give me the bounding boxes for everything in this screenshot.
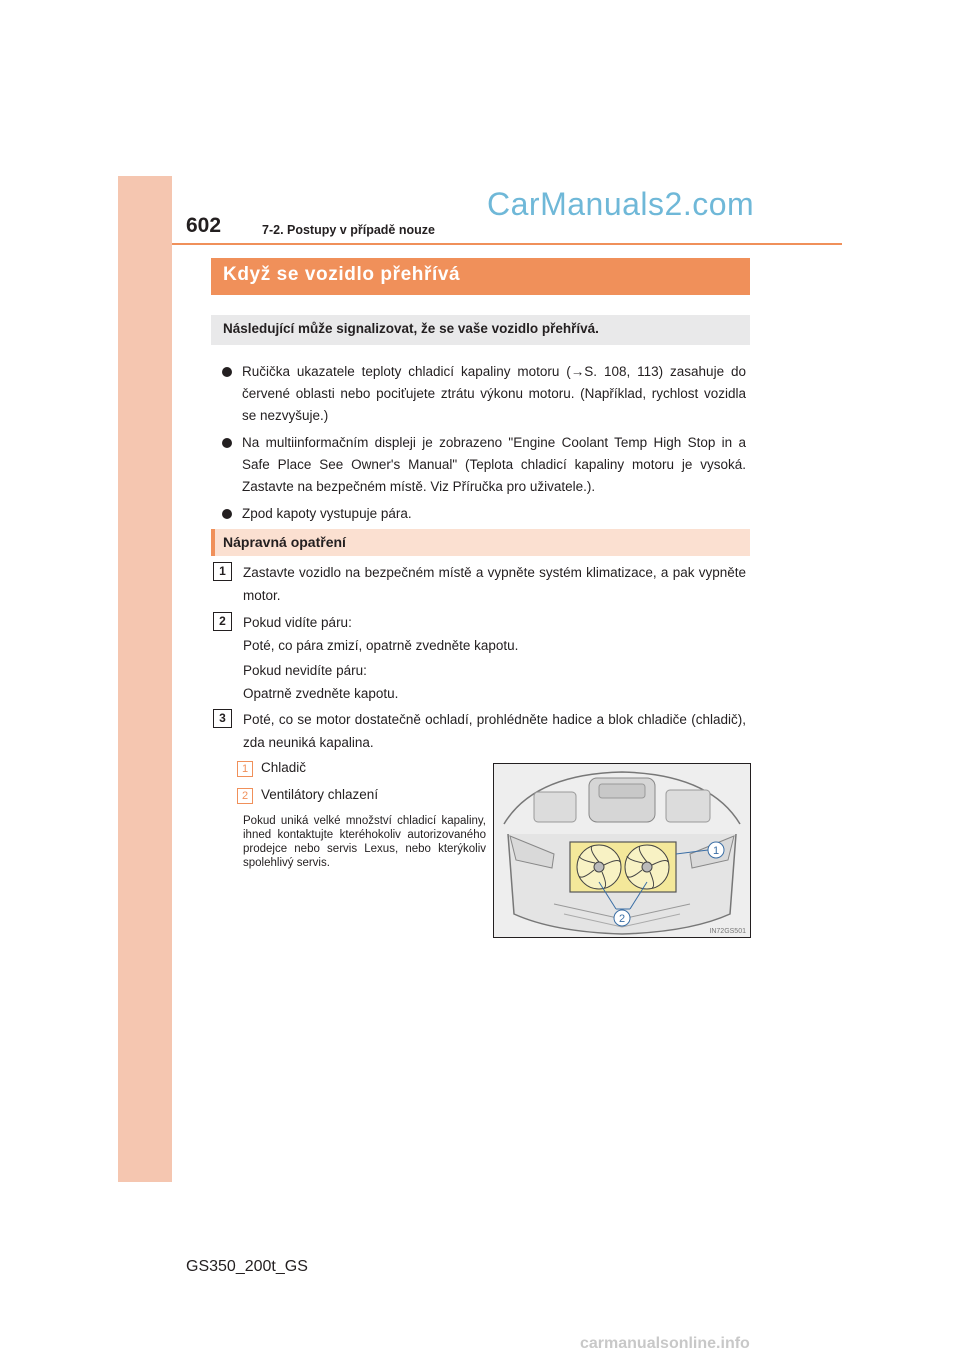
warning-note: Pokud uniká velké množství chladicí kapaliny, ihned kontaktujte kteréhokoliv autorizovaného prodejce nebo servis Lexus, nebo kterýkoliv spolehlivý servis. <box>243 815 486 869</box>
bullet-text: Zpod kapoty vystupuje pára. <box>242 506 412 521</box>
watermark-bottom: carmanualsonline.info <box>580 1335 750 1352</box>
subheading: Nápravná opatření <box>223 534 346 550</box>
step-2-line-1: Pokud vidíte páru: <box>243 615 352 630</box>
engine-bay-figure <box>493 763 751 938</box>
step-1-text: Zastavte vozidlo na bezpečném místě a vypněte systém klimatizace, a pak vypněte motor. <box>243 565 746 603</box>
legend-number-1: 1 <box>237 761 253 777</box>
chapter-sidebar <box>118 176 172 1182</box>
page-title: Když se vozidlo přehřívá <box>223 264 461 285</box>
subheading-bar <box>211 529 750 556</box>
bullet-text: Ručička ukazatele teploty chladicí kapaliny motoru (→S. 108, 113) zasahuje do červené oblasti nebo pociťujete ztrátu výkonu motoru. (Například, rychlost vozidla se nezvyšuje.) <box>242 364 746 423</box>
legend-number-2: 2 <box>237 788 253 804</box>
step-3-text: Poté, co se motor dostatečně ochladí, prohlédněte hadice a blok chladiče (chladič), zda neuniká kapalina. <box>243 712 746 750</box>
subheading-accent <box>211 529 215 556</box>
intro-text: Následující může signalizovat, že se vaše vozidlo přehřívá. <box>223 321 599 336</box>
callout-1: 1 <box>712 845 720 857</box>
step-number-2: 2 <box>213 612 232 631</box>
footer-model: GS350_200t_GS <box>186 1258 308 1275</box>
step-2-line-3: Pokud nevidíte páru: <box>243 663 367 678</box>
symptom-list <box>222 361 746 530</box>
page-number: 602 <box>186 214 222 237</box>
step-2-line-2: Poté, co pára zmizí, opatrně zvedněte kapotu. <box>243 638 519 653</box>
watermark-top: CarManuals2.com <box>487 186 755 222</box>
list-item <box>222 503 746 525</box>
title-bar <box>211 258 750 295</box>
intro-bar <box>211 315 750 345</box>
section-label: 7-2. Postupy v případě nouze <box>262 223 435 237</box>
list-item <box>222 361 746 427</box>
bullet-dot-icon <box>222 367 232 377</box>
list-item <box>222 432 746 498</box>
header-rule <box>172 243 842 245</box>
bullet-text: Na multiinformačním displeji je zobrazeno "Engine Coolant Temp High Stop in a Safe Place See Owner's Manual" (Teplota chladicí kapaliny motoru je vysoká. Zastavte na bezpečném místě. Viz Příručka pro uživatele.). <box>242 435 746 494</box>
step-2-line-4: Opatrně zvedněte kapotu. <box>243 686 399 701</box>
bullet-dot-icon <box>222 438 232 448</box>
callout-2: 2 <box>618 913 626 925</box>
step-number-1: 1 <box>213 562 232 581</box>
legend-label-2: Ventilátory chlazení <box>261 787 379 802</box>
figure-code: IN72GS501 <box>709 928 746 935</box>
bullet-dot-icon <box>222 509 232 519</box>
legend-label-1: Chladič <box>261 760 307 775</box>
engine-bay-illustration <box>494 764 750 937</box>
step-number-3: 3 <box>213 709 232 728</box>
